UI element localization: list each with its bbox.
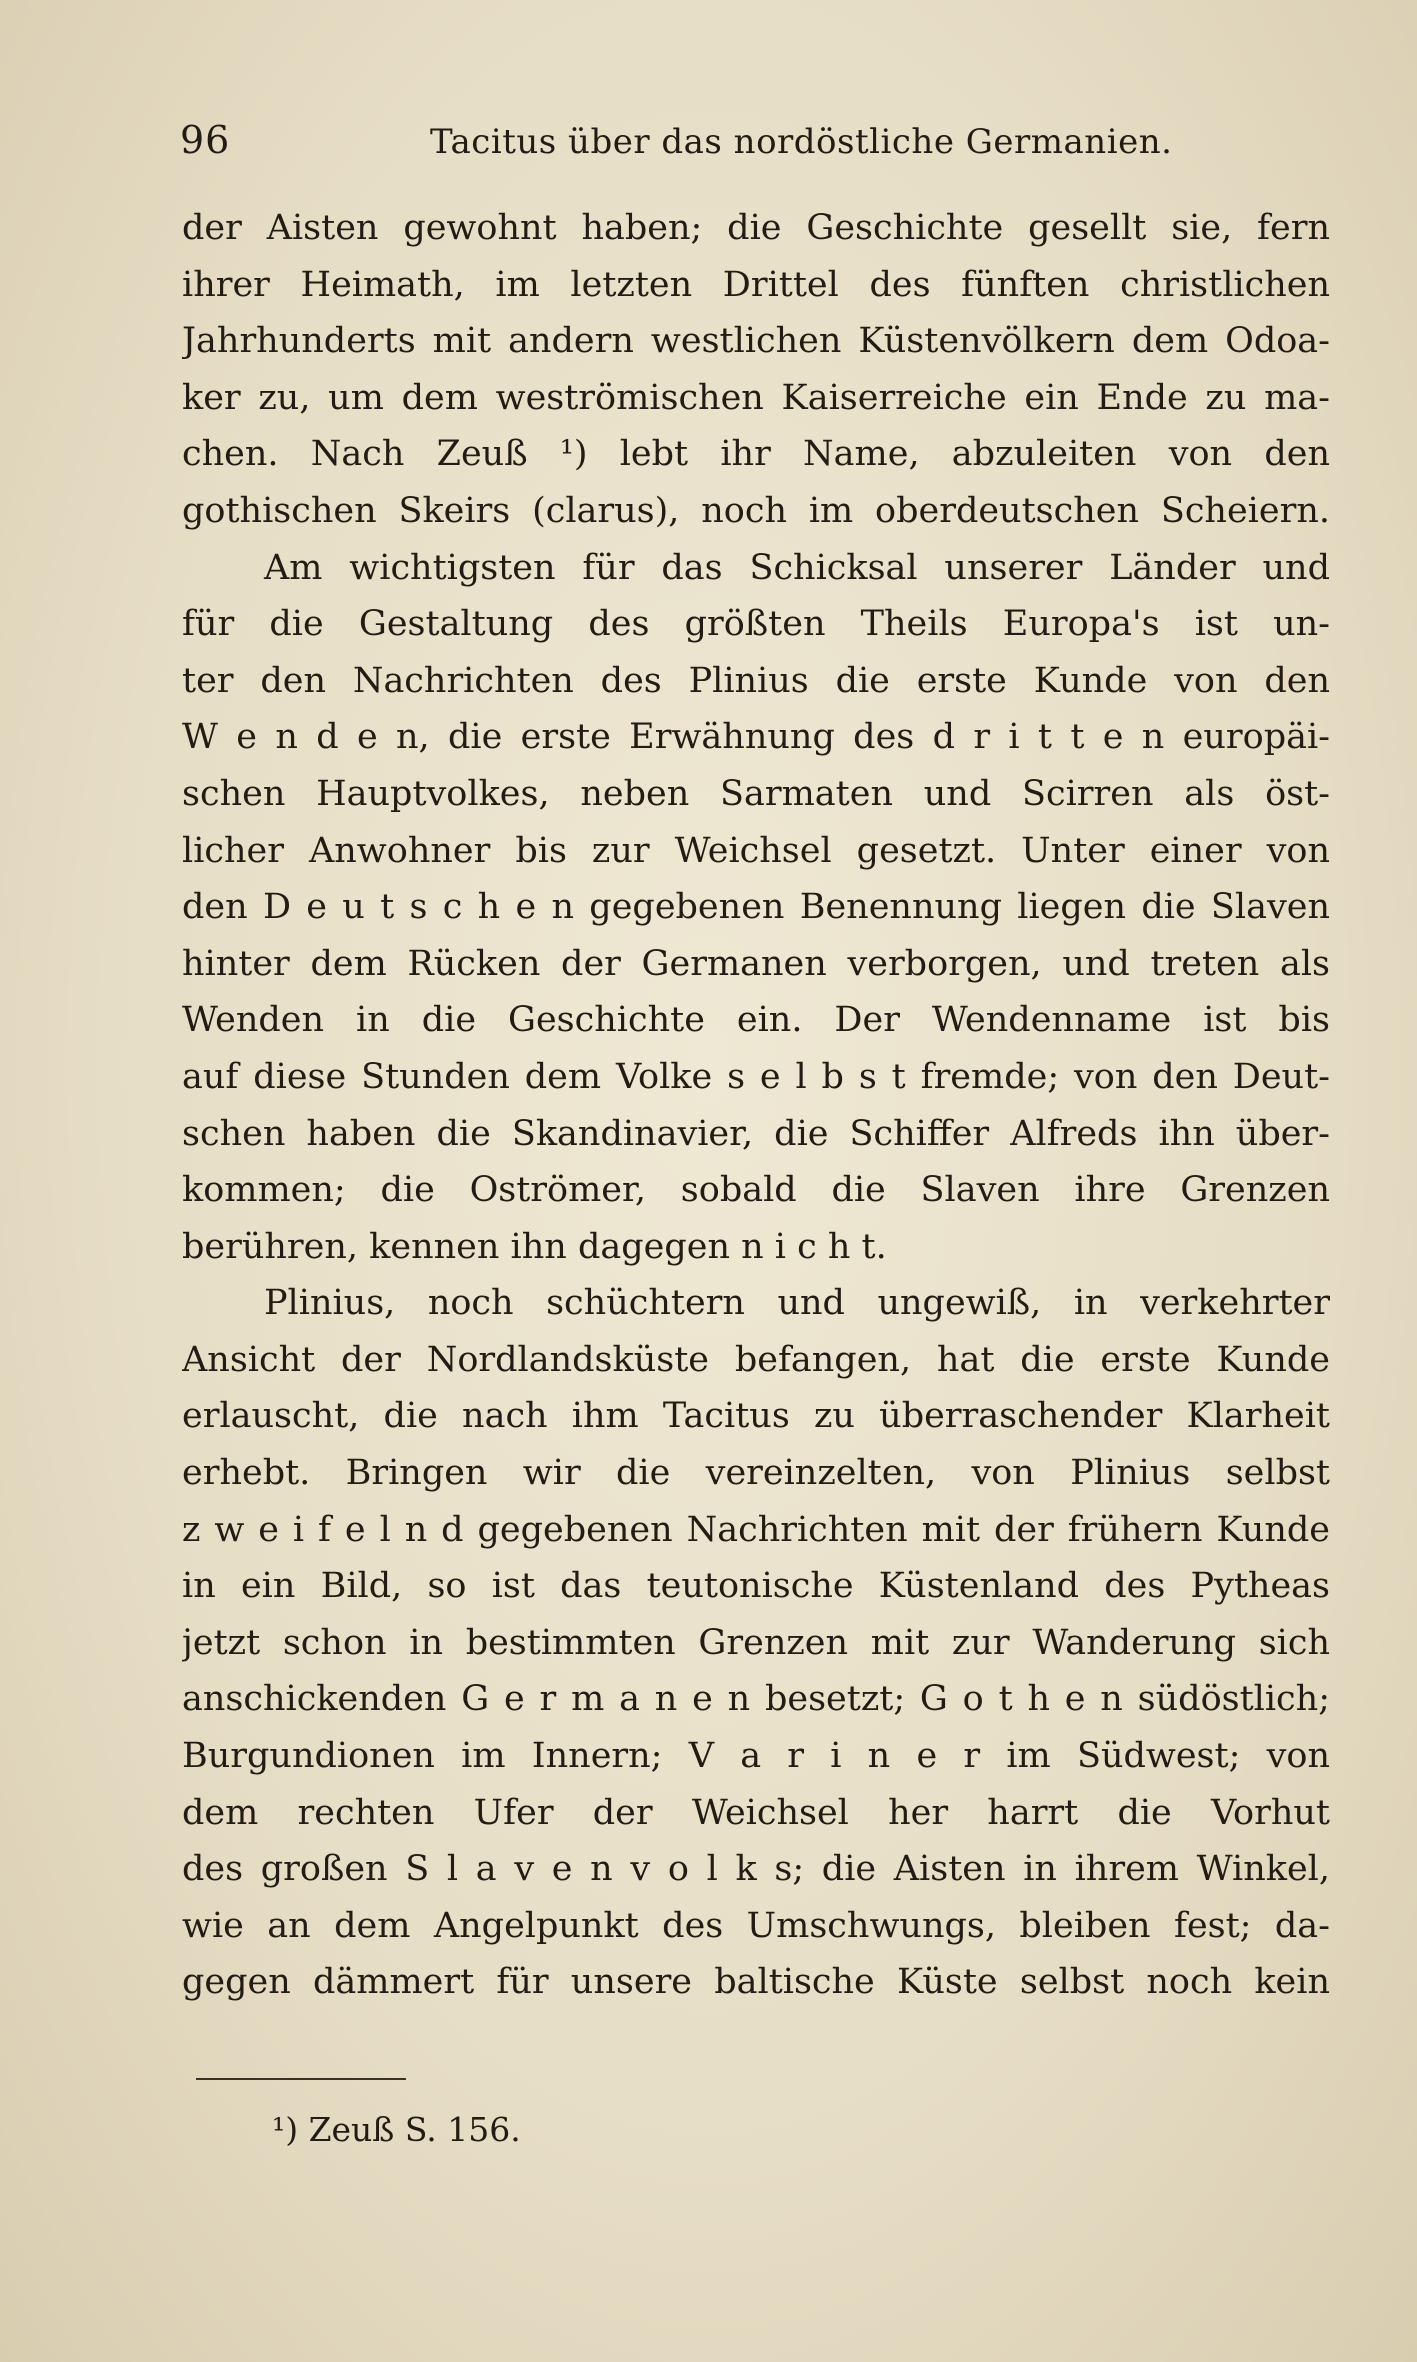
running-head: Tacitus über das nordöstliche Germanien. bbox=[430, 122, 1173, 162]
text-line: ihrer Heimath, im letzten Drittel des fünften christlichen bbox=[182, 264, 1330, 305]
text-line: erlauscht, die nach ihm Tacitus zu überraschender Klarheit bbox=[182, 1396, 1330, 1437]
text-line: jetzt schon in bestimmten Grenzen mit zur Wanderung sich bbox=[182, 1622, 1330, 1663]
text-line: Burgundionen im Innern; V a r i n e r im Südwest; von bbox=[182, 1736, 1330, 1777]
text-line: erhebt. Bringen wir die vereinzelten, von Plinius selbst bbox=[182, 1453, 1330, 1494]
text-line: in ein Bild, so ist das teutonische Küstenland des Pytheas bbox=[182, 1566, 1330, 1607]
text-line: für die Gestaltung des größten Theils Europa's ist un- bbox=[182, 604, 1330, 645]
text-line: schen haben die Skandinavier, die Schiffer Alfreds ihn über- bbox=[182, 1113, 1330, 1154]
text-line: W e n d e n, die erste Erwähnung des d r i t t e n europäi- bbox=[182, 717, 1330, 758]
text-line: kommen; die Oströmer, sobald die Slaven ihre Grenzen bbox=[182, 1170, 1330, 1211]
text-line: des großen S l a v e n v o l k s; die Aisten in ihrem Winkel, bbox=[182, 1849, 1330, 1890]
text-line: auf diese Stunden dem Volke s e l b s t fremde; von den Deut- bbox=[182, 1056, 1330, 1097]
text-line: schen Hauptvolkes, neben Sarmaten und Scirren als öst- bbox=[182, 773, 1330, 814]
text-line: wie an dem Angelpunkt des Umschwungs, bleiben fest; da- bbox=[182, 1905, 1330, 1946]
text-line: Jahrhunderts mit andern westlichen Küstenvölkern dem Odoa- bbox=[182, 321, 1330, 362]
text-line: der Aisten gewohnt haben; die Geschichte gesellt sie, fern bbox=[182, 208, 1330, 248]
text-line: z w e i f e l n d gegebenen Nachrichten mit der frühern Kunde bbox=[182, 1509, 1330, 1550]
page-number: 96 bbox=[180, 118, 231, 162]
text-line: hinter dem Rücken der Germanen verborgen, und treten als bbox=[182, 943, 1330, 984]
text-line: chen. Nach Zeuß ¹) lebt ihr Name, abzuleiten von den bbox=[182, 434, 1330, 475]
text-line: gegen dämmert für unsere baltische Küste selbst noch kein bbox=[182, 1962, 1330, 2003]
text-line: ker zu, um dem weströmischen Kaiserreiche ein Ende zu ma- bbox=[182, 377, 1330, 418]
footnote: ¹) Zeuß S. 156. bbox=[272, 2110, 521, 2149]
text-line: licher Anwohner bis zur Weichsel gesetzt. Unter einer von bbox=[182, 830, 1330, 871]
footnote-divider bbox=[196, 2078, 406, 2080]
text-line: Plinius, noch schüchtern und ungewiß, in verkehrter bbox=[264, 1283, 1330, 1324]
text-line: Ansicht der Nordlandsküste befangen, hat die erste Kunde bbox=[182, 1339, 1330, 1380]
text-line: den D e u t s c h e n gegebenen Benennung liegen die Slaven bbox=[182, 887, 1330, 928]
text-line: Am wichtigsten für das Schicksal unserer Länder und bbox=[264, 547, 1330, 588]
body-text bbox=[182, 200, 1330, 2011]
text-line: anschickenden G e r m a n e n besetzt; G o t h e n südöstlich; bbox=[182, 1679, 1330, 1720]
text-line: ter den Nachrichten des Plinius die erste Kunde von den bbox=[182, 660, 1330, 701]
page-header bbox=[180, 118, 1260, 178]
text-line: Wenden in die Geschichte ein. Der Wendenname ist bis bbox=[182, 1000, 1330, 1041]
text-line: gothischen Skeirs (clarus), noch im oberdeutschen Scheiern. bbox=[182, 490, 1330, 531]
text-line: dem rechten Ufer der Weichsel her harrt die Vorhut bbox=[182, 1792, 1330, 1833]
text-line: berühren, kennen ihn dagegen n i c h t. bbox=[182, 1226, 887, 1267]
